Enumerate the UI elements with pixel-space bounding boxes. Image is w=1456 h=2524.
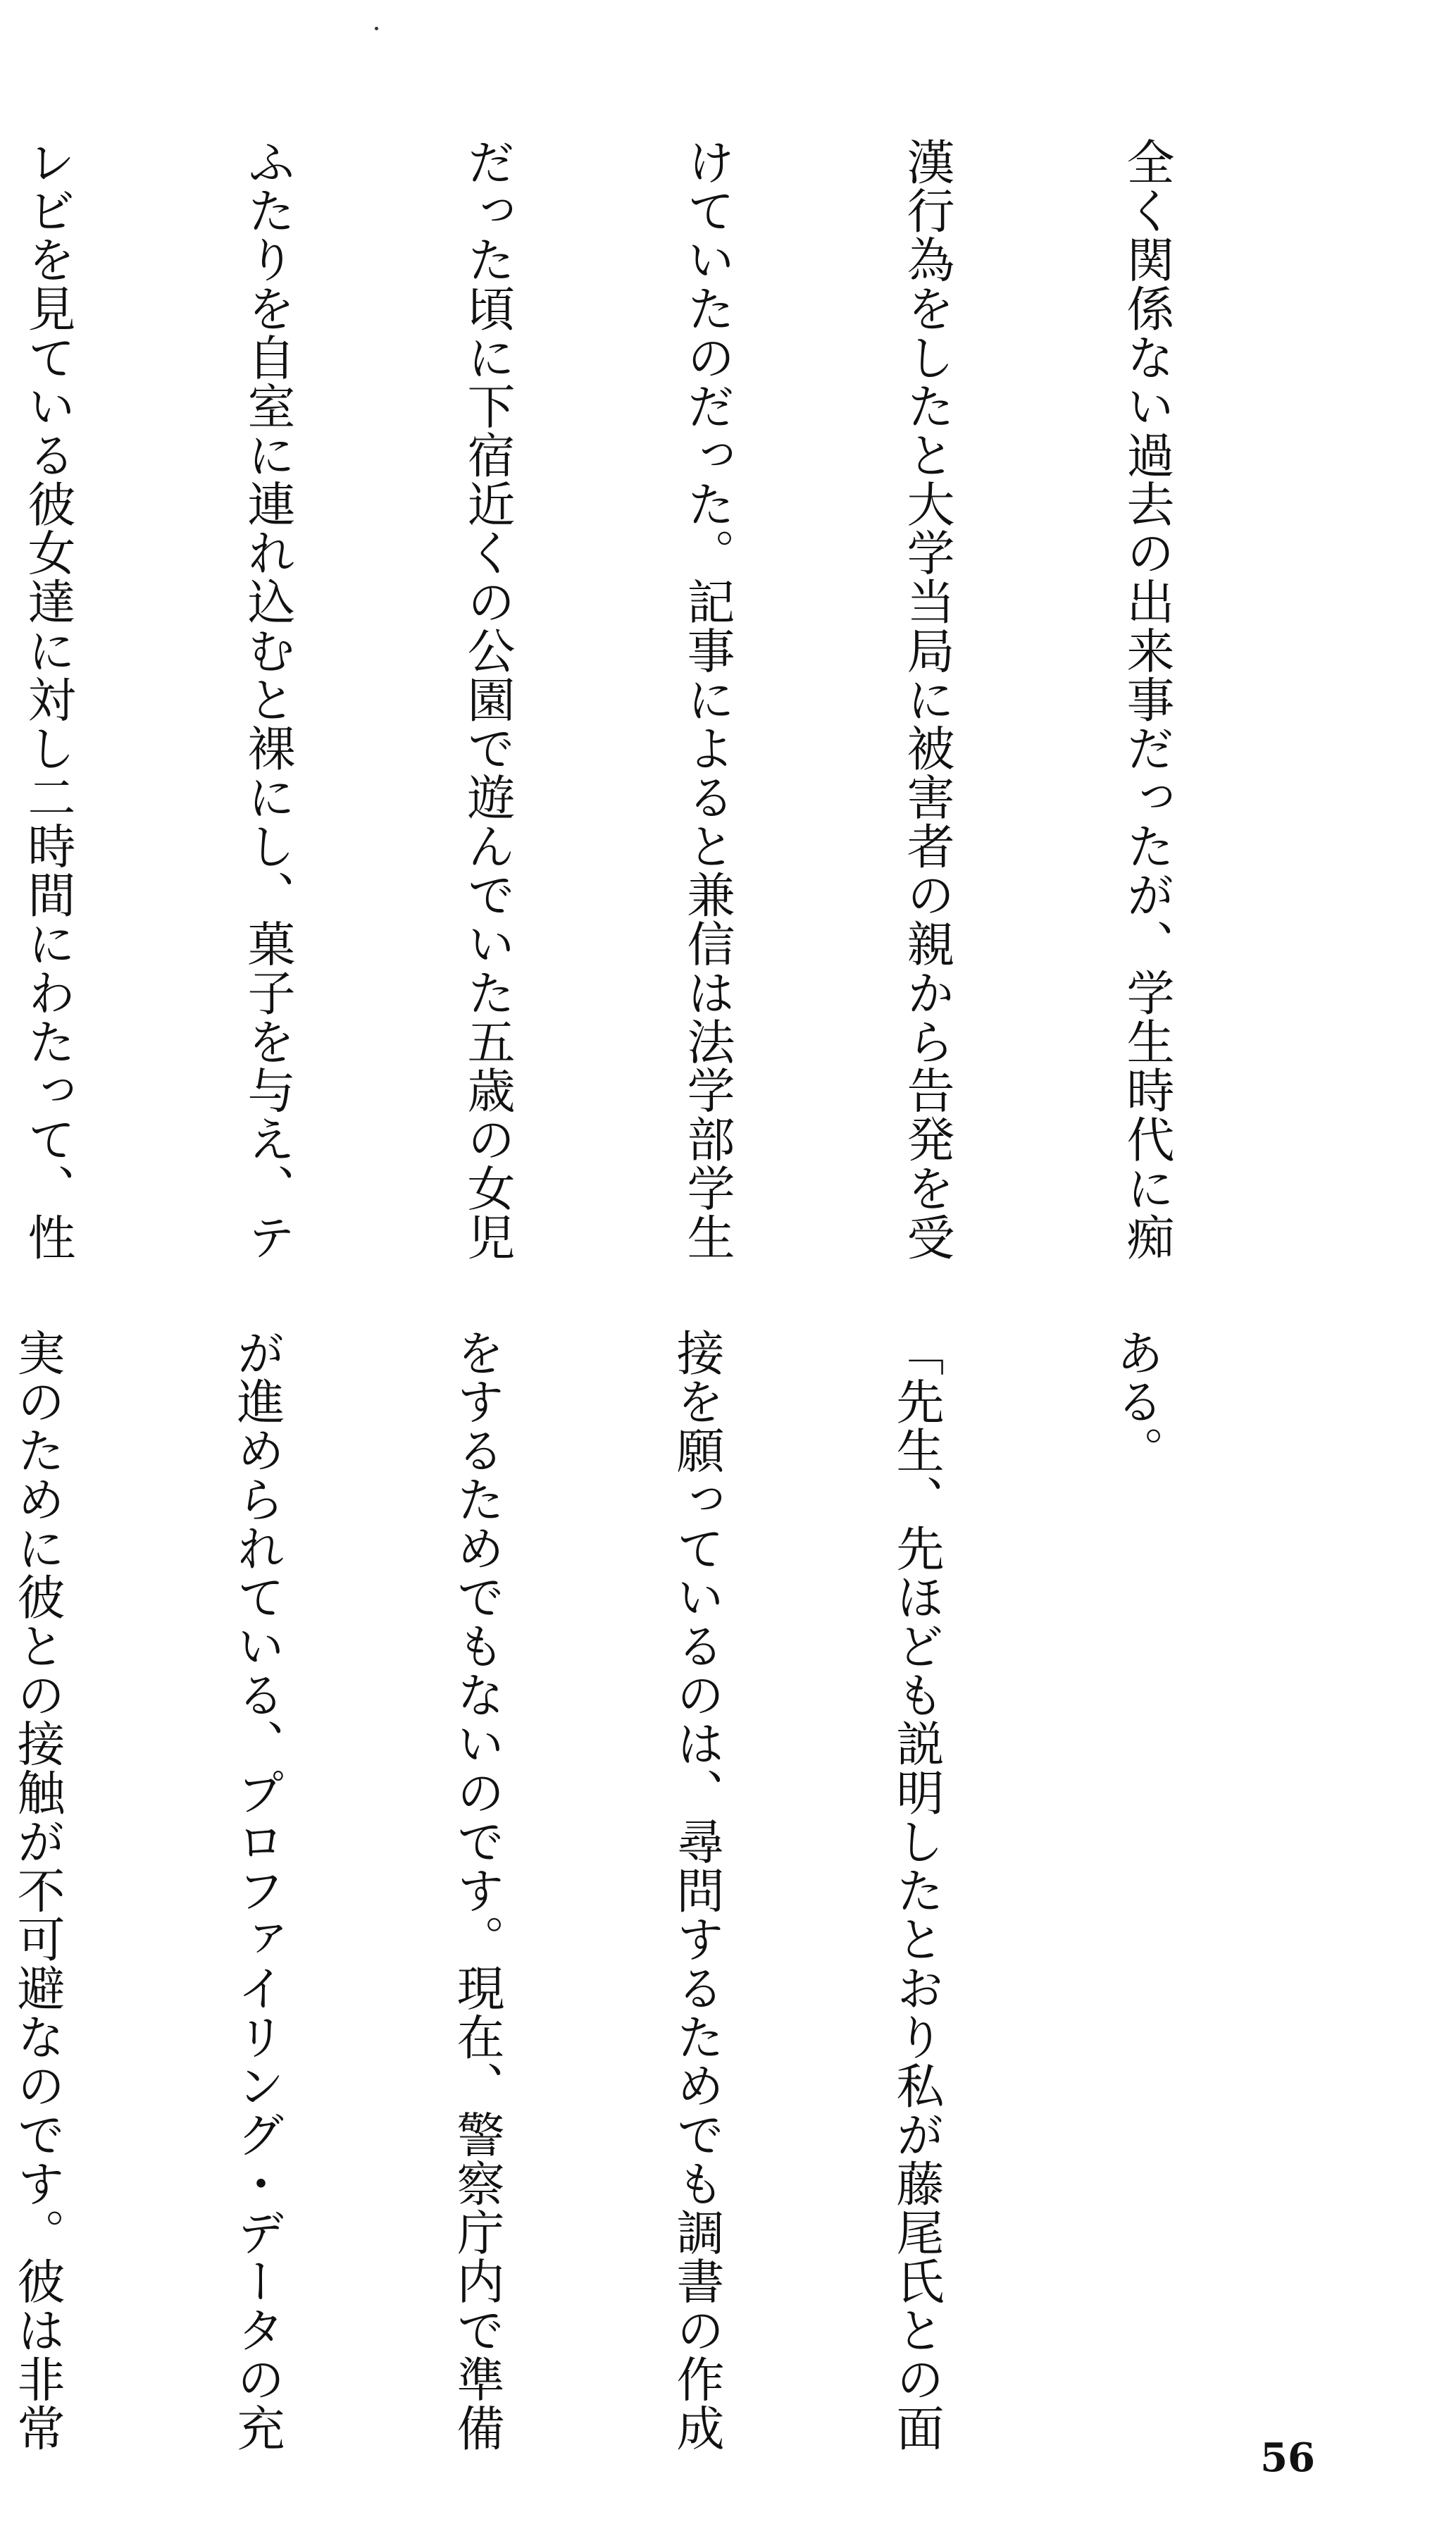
text-column: 接を願っているのは、尋問するためでも調書の作成: [668, 1328, 724, 2453]
upper-text-block: [0, 137, 1329, 1300]
text-column: 「先生、先ほども説明したとおり私が藤尾氏との面: [888, 1328, 944, 2453]
text-column: ある。: [1108, 1328, 1164, 1476]
print-speck: [375, 27, 378, 30]
text-column: をするためでもないのです。現在、警察庁内で準備: [449, 1328, 504, 2453]
text-column: 実のために彼との接触が不可避なのです。彼は非常: [9, 1328, 65, 2453]
text-column: レビを見ている彼女達に対し二時間にわたって、性: [20, 137, 75, 1262]
text-column: ふたりを自室に連れ込むと裸にし、菓子を与え、テ: [239, 137, 295, 1262]
text-column: が進められている、プロファイリング・データの充: [229, 1328, 285, 2453]
text-column: けていたのだった。記事によると兼信は法学部学生: [679, 137, 735, 1262]
text-column: 漢行為をしたと大学当局に被害者の親から告発を受: [899, 137, 954, 1262]
text-column: 全く関係ない過去の出来事だったが、学生時代に痴: [1119, 137, 1174, 1262]
page-number: 56: [1260, 2435, 1315, 2481]
text-column: だった頃に下宿近くの公園で遊んでいた五歳の女児: [459, 137, 515, 1262]
lower-text-block: [0, 1328, 1319, 2456]
